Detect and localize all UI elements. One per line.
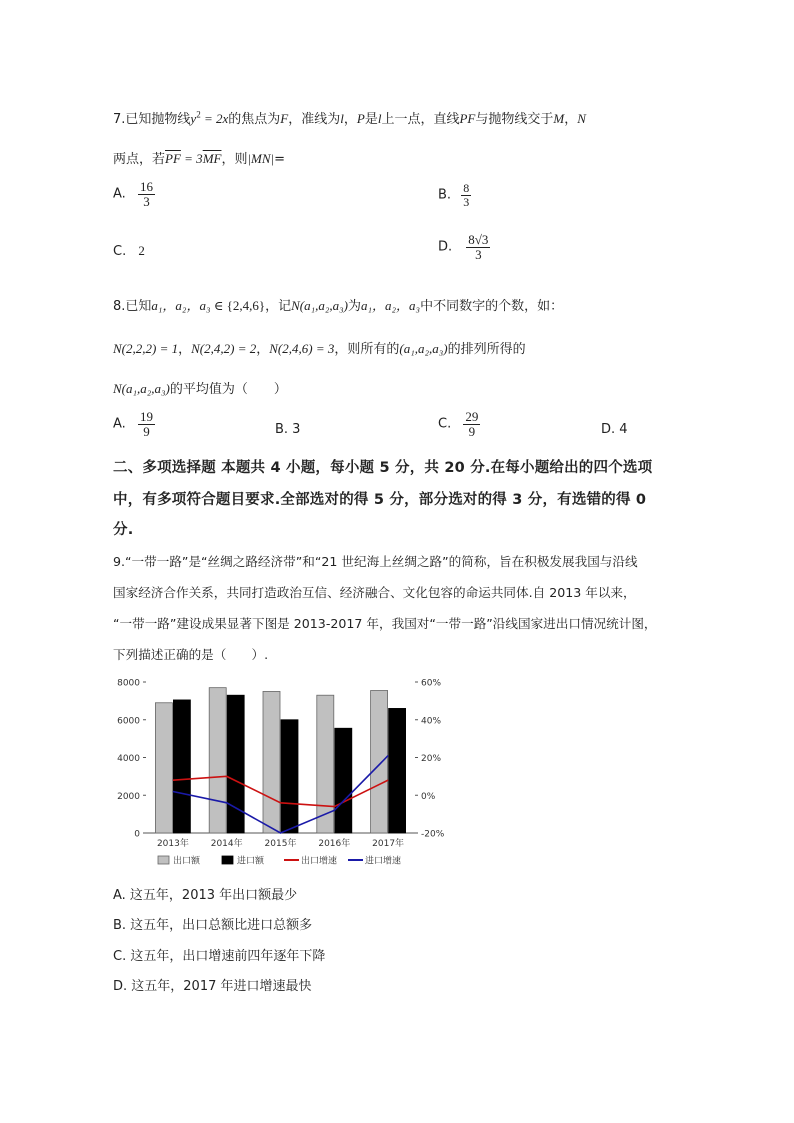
q8-math: N(2,4,2) = 2 xyxy=(191,341,257,356)
q8-line1 xyxy=(113,295,563,314)
q7-math: M xyxy=(553,111,565,126)
x-tick-label: 2014年 xyxy=(210,839,243,849)
bar-进口额 xyxy=(335,728,352,833)
option-value: 2 xyxy=(138,243,145,258)
y-right-tick-label: 0% xyxy=(421,791,436,802)
fraction: $\frac{8√3}{3}$ xyxy=(468,232,489,262)
fraction: $\frac{19}{9}$ xyxy=(139,409,153,439)
q8-math: a₁，a₂，a₃ xyxy=(151,298,211,313)
q8-text: 中不同数字的个数，如： xyxy=(420,299,564,314)
q8-math: N(a₁,a₂,a₃) xyxy=(291,298,348,313)
q7-math: = 2x xyxy=(200,111,229,126)
bar-出口额 xyxy=(263,691,280,833)
section2-line3: 分. xyxy=(113,522,134,538)
fraction: $\frac{16}{3}$ xyxy=(139,179,153,209)
trade-chart-svg xyxy=(110,672,450,877)
q8-line3 xyxy=(113,378,287,397)
q8-line2 xyxy=(113,338,526,357)
q8-text: 的平均值为（ ） xyxy=(169,382,287,397)
q9-line2: 国家经济合作关系，共同打造政治互信、经济融合、文化包容的命运共同体.自 2013 年以来， xyxy=(113,585,636,600)
q8-math: (a₁,a₂,a₃) xyxy=(399,341,448,356)
q7-option-b[interactable] xyxy=(438,182,471,208)
q9-line4: 下列描述正确的是（ ）. xyxy=(113,647,269,662)
fraction: $\frac{29}{9}$ xyxy=(465,409,479,439)
q7-line2 xyxy=(113,148,285,167)
q8-math: N(2,4,6) = 3 xyxy=(269,341,335,356)
q8-text: 为 xyxy=(347,299,361,314)
q9-option-b[interactable]: B. 这五年，出口总额比进口总额多 xyxy=(113,918,313,933)
bar-进口额 xyxy=(281,720,298,833)
q7-vector: $\overline{MF}$ xyxy=(202,151,222,166)
q9-option-a[interactable]: A. 这五年，2013 年出口额最少 xyxy=(113,888,298,903)
option-label: C. xyxy=(113,244,127,259)
legend-label: 出口额 xyxy=(173,856,201,867)
q9-option-c[interactable]: C. 这五年，出口增速前四年逐年下降 xyxy=(113,949,326,964)
y-left-tick-label: 2000 xyxy=(117,791,140,802)
section2-line1: 二、多项选择题 本题共 4 小题，每小题 5 分，共 20 分.在每小题给出的四个选项 xyxy=(113,460,653,476)
q7-text: 与抛物线交于 xyxy=(475,112,554,127)
q8-math: N(a₁,a₂,a₃) xyxy=(113,381,170,396)
option-text: B. 3 xyxy=(275,422,301,437)
section2-line2: 中，有多项符合题目要求.全部选对的得 5 分，部分选对的得 3 分，有选错的得 0 xyxy=(113,492,647,508)
q7-text: 两点，若 xyxy=(113,152,166,167)
y-left-tick-label: 6000 xyxy=(117,716,140,727)
option-label: B. xyxy=(438,187,452,203)
line-进口增速 xyxy=(173,756,388,833)
q8-option-c[interactable] xyxy=(438,410,480,438)
bar-进口额 xyxy=(227,695,244,833)
q8-text: 的排列所得的 xyxy=(447,342,526,357)
y-right-tick-label: 60% xyxy=(421,678,442,689)
q8-math: a₁，a₂，a₃ xyxy=(361,298,421,313)
q7-math: P xyxy=(356,111,365,126)
q7-math: y xyxy=(190,111,197,126)
q7-math: l xyxy=(377,111,382,126)
x-tick-label: 2016年 xyxy=(318,839,351,849)
line-出口增速 xyxy=(173,776,388,806)
y-right-tick-label: 40% xyxy=(421,716,442,727)
q7-math: F xyxy=(280,111,289,126)
q7-option-a[interactable] xyxy=(113,180,155,208)
q7-text: 的焦点为 xyxy=(228,112,281,127)
y-right-tick-label: -20% xyxy=(421,829,445,840)
q8-option-a[interactable] xyxy=(113,410,155,438)
x-tick-label: 2017年 xyxy=(372,839,405,849)
trade-chart xyxy=(110,672,450,877)
x-tick-label: 2015年 xyxy=(264,839,297,849)
q7-text: ，准线为 xyxy=(288,112,341,127)
q7-text: ，则 xyxy=(221,152,248,167)
q7-text: 是 xyxy=(364,112,378,127)
q8-text: ， xyxy=(256,342,270,357)
fraction: $\frac{8}{3}$ xyxy=(463,181,470,209)
q9-line3: “一带一路”建设成果显著下图是 2013-2017 年，我国对“一带一路”沿线国家进出口情况统计图， xyxy=(113,616,657,631)
y-left-tick-label: 4000 xyxy=(117,754,140,764)
q8-math: N(2,2,2) = 1 xyxy=(113,341,179,356)
legend-label: 进口增速 xyxy=(365,856,402,867)
q8-text: ，记 xyxy=(265,299,292,314)
q7-text: 上一点，直线 xyxy=(381,112,460,127)
y-right-tick-label: 20% xyxy=(421,754,442,764)
bar-出口额 xyxy=(371,690,388,833)
q7-option-d[interactable] xyxy=(438,233,490,261)
bar-出口额 xyxy=(209,688,226,833)
q7-line1 xyxy=(113,108,586,127)
option-label: A. xyxy=(113,186,126,202)
q7-math: |MN| xyxy=(247,151,275,166)
legend-swatch-进口额 xyxy=(222,856,233,864)
q7-math: N xyxy=(577,111,586,126)
q7-math: 2 xyxy=(196,109,201,120)
option-text: D. 4 xyxy=(601,422,628,437)
x-tick-label: 2013年 xyxy=(156,839,189,849)
q8-math: ∈ {2,4,6} xyxy=(210,298,266,313)
y-left-tick-label: 0 xyxy=(134,829,140,840)
option-label: D. xyxy=(438,239,453,255)
bar-进口额 xyxy=(173,700,190,833)
q9-option-d[interactable]: D. 这五年，2017 年进口增速最快 xyxy=(113,979,312,994)
q8-text: ，则所有的 xyxy=(334,342,400,357)
q7-text: 7.已知抛物线 xyxy=(113,112,191,127)
legend-label: 进口额 xyxy=(237,856,265,867)
q7-math: = 3 xyxy=(180,151,203,166)
q7-text: ， xyxy=(564,112,578,127)
legend-swatch-出口额 xyxy=(158,856,169,864)
q7-text: = xyxy=(274,152,286,167)
q8-option-b[interactable] xyxy=(275,422,300,437)
option-label: A. xyxy=(113,416,126,432)
bar-进口额 xyxy=(389,708,406,833)
q7-text: ， xyxy=(343,112,357,127)
q7-math: l xyxy=(340,111,344,126)
q8-option-d[interactable] xyxy=(601,422,628,437)
bar-出口额 xyxy=(155,703,172,833)
q8-text: ， xyxy=(178,342,192,357)
q8-text: 8.已知 xyxy=(113,299,152,314)
legend-label: 出口增速 xyxy=(301,856,338,867)
q7-option-c[interactable] xyxy=(113,243,145,259)
y-left-tick-label: 8000 xyxy=(117,678,140,689)
q7-vector: $\overline{PF}$ xyxy=(165,151,181,166)
option-label: C. xyxy=(438,416,452,432)
q9-line1: 9.“一带一路”是“丝绸之路经济带”和“21 世纪海上丝绸之路”的简称，旨在积极发展我国与沿线 xyxy=(113,554,638,569)
q7-math: PF xyxy=(459,111,476,126)
